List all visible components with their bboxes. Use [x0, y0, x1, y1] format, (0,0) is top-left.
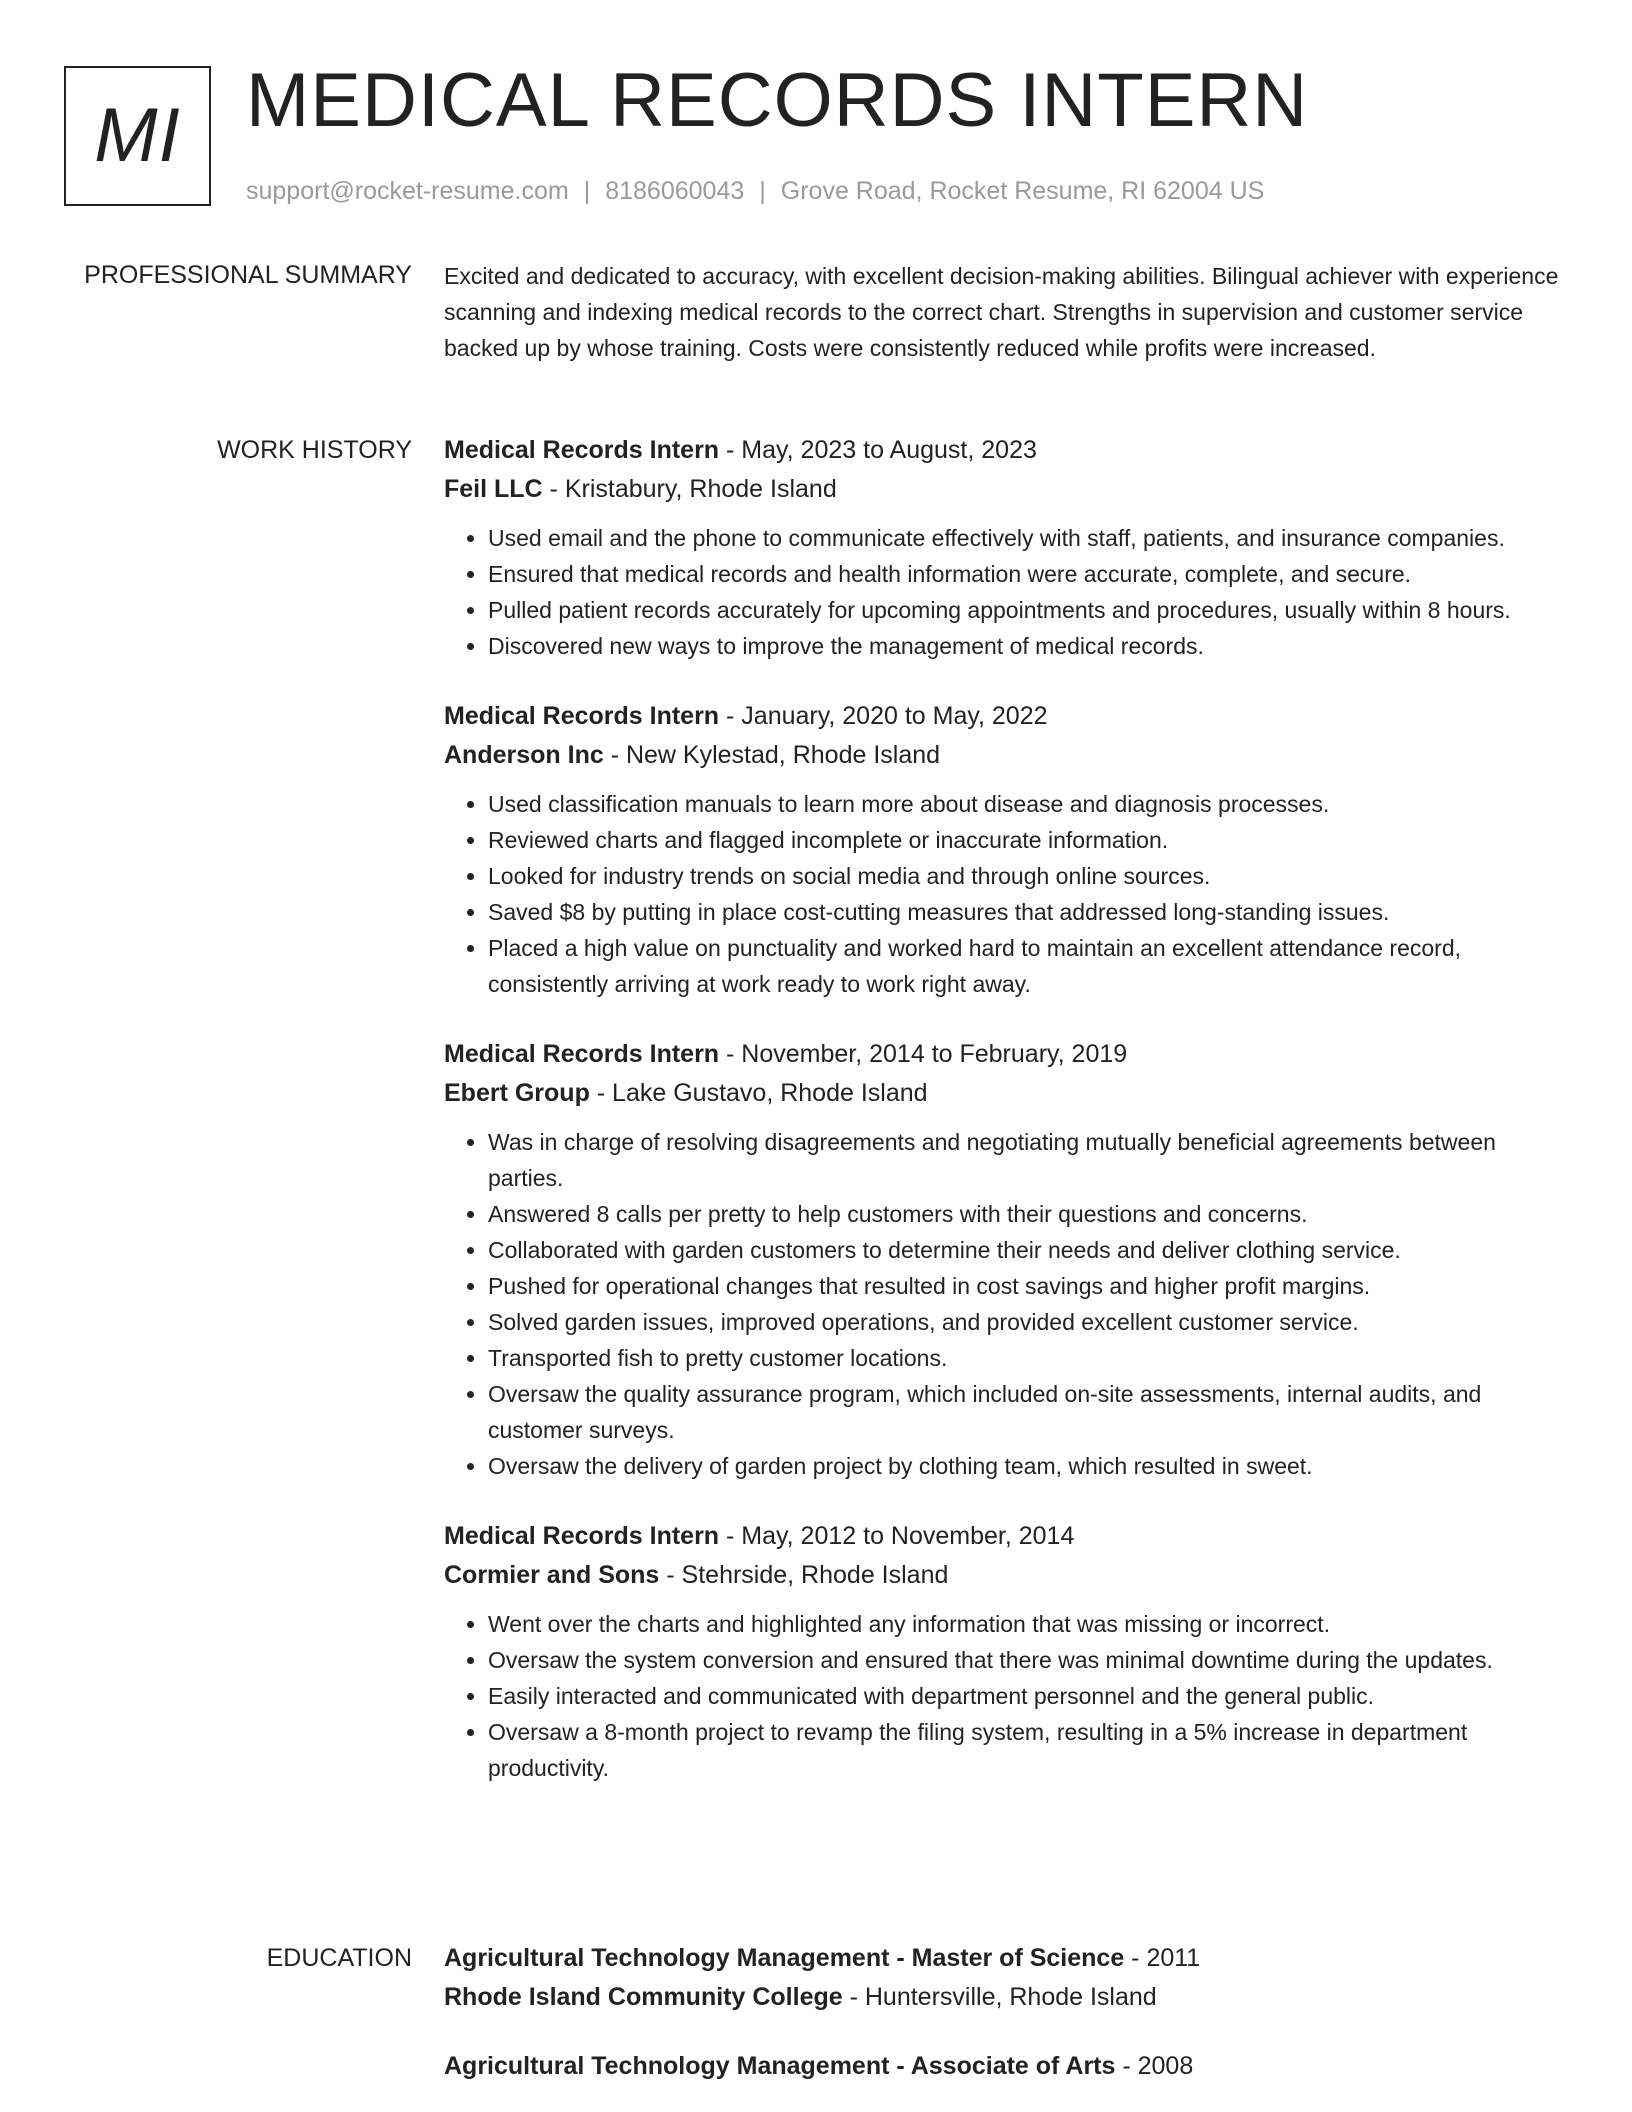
job-dates: - May, 2012 to November, 2014 [719, 1522, 1075, 1550]
job-location: - Lake Gustavo, Rhode Island [589, 1079, 928, 1107]
job-bullet: • Ensured that medical records and health information were accurate, complete, and secure. [488, 556, 1564, 592]
summary-heading: PROFESSIONAL SUMMARY [84, 261, 412, 289]
education-school-line [444, 1978, 1564, 2017]
education-degree: Agricultural Technology Management - Master of Science [444, 1944, 1125, 1972]
education-year: - 2008 [1115, 2052, 1194, 2080]
job-bullet: • Oversaw the delivery of garden project by clothing team, which resulted in sweet. [488, 1448, 1564, 1484]
contact-separator: | [759, 177, 766, 205]
job-location: - New Kylestad, Rhode Island [603, 741, 941, 769]
job-bullet: • Used classification manuals to learn more about disease and diagnosis processes. [488, 786, 1564, 822]
summary-section [444, 258, 1564, 366]
summary-text: Excited and dedicated to accuracy, with excellent decision-making abilities. Bilingual achiever with experience scanning and indexing medical records to the correct chart. Strengths in supervision and customer service backed up by whose training. Costs were consistently reduced while profits were increased. [444, 263, 1559, 361]
job-company: Ebert Group [444, 1079, 590, 1107]
contact-email: support@rocket-resume.com [246, 177, 569, 205]
contact-address: Grove Road, Rocket Resume, RI 62004 US [780, 177, 1265, 205]
job-company-line [444, 470, 1564, 509]
job-title-line [444, 1035, 1564, 1074]
education-section [444, 1939, 1564, 2086]
job-dates: - May, 2023 to August, 2023 [719, 436, 1037, 464]
education-entry [444, 1939, 1564, 2017]
job-title: Medical Records Intern [444, 436, 720, 464]
job-bullet: • Answered 8 calls per pretty to help customers with their questions and concerns. [488, 1196, 1564, 1232]
job-title: Medical Records Intern [444, 1040, 720, 1068]
job-entry [444, 431, 1564, 664]
job-dates: - November, 2014 to February, 2019 [719, 1040, 1128, 1068]
job-bullet: • Looked for industry trends on social media and through online sources. [488, 858, 1564, 894]
job-bullet: • Oversaw the quality assurance program, which included on-site assessments, internal audits, and customer surveys. [488, 1376, 1564, 1448]
job-location: - Stehrside, Rhode Island [659, 1561, 949, 1589]
job-title: Medical Records Intern [444, 1522, 720, 1550]
education-school: Rhode Island Community College [444, 1983, 843, 2011]
job-bullet: • Transported fish to pretty customer locations. [488, 1340, 1564, 1376]
job-company: Anderson Inc [444, 741, 604, 769]
job-bullet: • Reviewed charts and flagged incomplete or inaccurate information. [488, 822, 1564, 858]
work-history-section [444, 431, 1564, 1786]
education-location: - Huntersville, Rhode Island [842, 1983, 1157, 2011]
job-entry [444, 1035, 1564, 1484]
job-bullet-list [444, 1606, 1564, 1786]
contact-line [246, 174, 1264, 208]
job-bullet: • Was in charge of resolving disagreements and negotiating mutually beneficial agreements between parties. [488, 1124, 1564, 1196]
job-company-line [444, 736, 1564, 775]
job-title-line [444, 1517, 1564, 1556]
job-company-line [444, 1074, 1564, 1113]
education-degree-line [444, 1939, 1564, 1978]
job-entry [444, 1517, 1564, 1786]
job-bullet-list [444, 520, 1564, 664]
job-title-line [444, 697, 1564, 736]
education-heading: EDUCATION [266, 1944, 412, 1972]
education-entry [444, 2047, 1564, 2086]
monogram-box [64, 66, 211, 206]
job-bullet: • Oversaw the system conversion and ensured that there was minimal downtime during the updates. [488, 1642, 1564, 1678]
job-title-line [444, 431, 1564, 470]
job-bullet: • Saved $8 by putting in place cost-cutting measures that addressed long-standing issues. [488, 894, 1564, 930]
job-bullet: • Went over the charts and highlighted any information that was missing or incorrect. [488, 1606, 1564, 1642]
job-location: - Kristabury, Rhode Island [542, 475, 837, 503]
job-bullet: • Placed a high value on punctuality and worked hard to maintain an excellent attendance record, consistently arriving at work ready to work right away. [488, 930, 1564, 1002]
education-year: - 2011 [1124, 1944, 1201, 1972]
work-history-heading: WORK HISTORY [217, 436, 412, 464]
job-bullet-list [444, 786, 1564, 1002]
job-title: Medical Records Intern [444, 702, 720, 730]
job-bullet: • Collaborated with garden customers to determine their needs and deliver clothing service. [488, 1232, 1564, 1268]
job-bullet: • Pulled patient records accurately for upcoming appointments and procedures, usually within 8 hours. [488, 592, 1564, 628]
job-dates: - January, 2020 to May, 2022 [719, 702, 1048, 730]
job-bullet: • Solved garden issues, improved operations, and provided excellent customer service. [488, 1304, 1564, 1340]
job-bullet: • Discovered new ways to improve the management of medical records. [488, 628, 1564, 664]
job-bullet-list [444, 1124, 1564, 1484]
monogram-initials: MI [94, 92, 181, 178]
job-bullet: • Pushed for operational changes that resulted in cost savings and higher profit margins. [488, 1268, 1564, 1304]
job-bullet: • Oversaw a 8-month project to revamp the filing system, resulting in a 5% increase in department productivity. [488, 1714, 1564, 1786]
job-company: Feil LLC [444, 475, 543, 503]
job-bullet: • Used email and the phone to communicate effectively with staff, patients, and insurance companies. [488, 520, 1564, 556]
education-degree-line [444, 2047, 1564, 2086]
education-degree: Agricultural Technology Management - Associate of Arts [444, 2052, 1116, 2080]
job-bullet: • Easily interacted and communicated with department personnel and the general public. [488, 1678, 1564, 1714]
job-company: Cormier and Sons [444, 1561, 660, 1589]
job-company-line [444, 1556, 1564, 1595]
contact-separator: | [583, 177, 591, 205]
contact-phone: 8186060043 [605, 177, 745, 205]
candidate-name: MEDICAL RECORDS INTERN [246, 58, 1309, 143]
job-entry [444, 697, 1564, 1002]
